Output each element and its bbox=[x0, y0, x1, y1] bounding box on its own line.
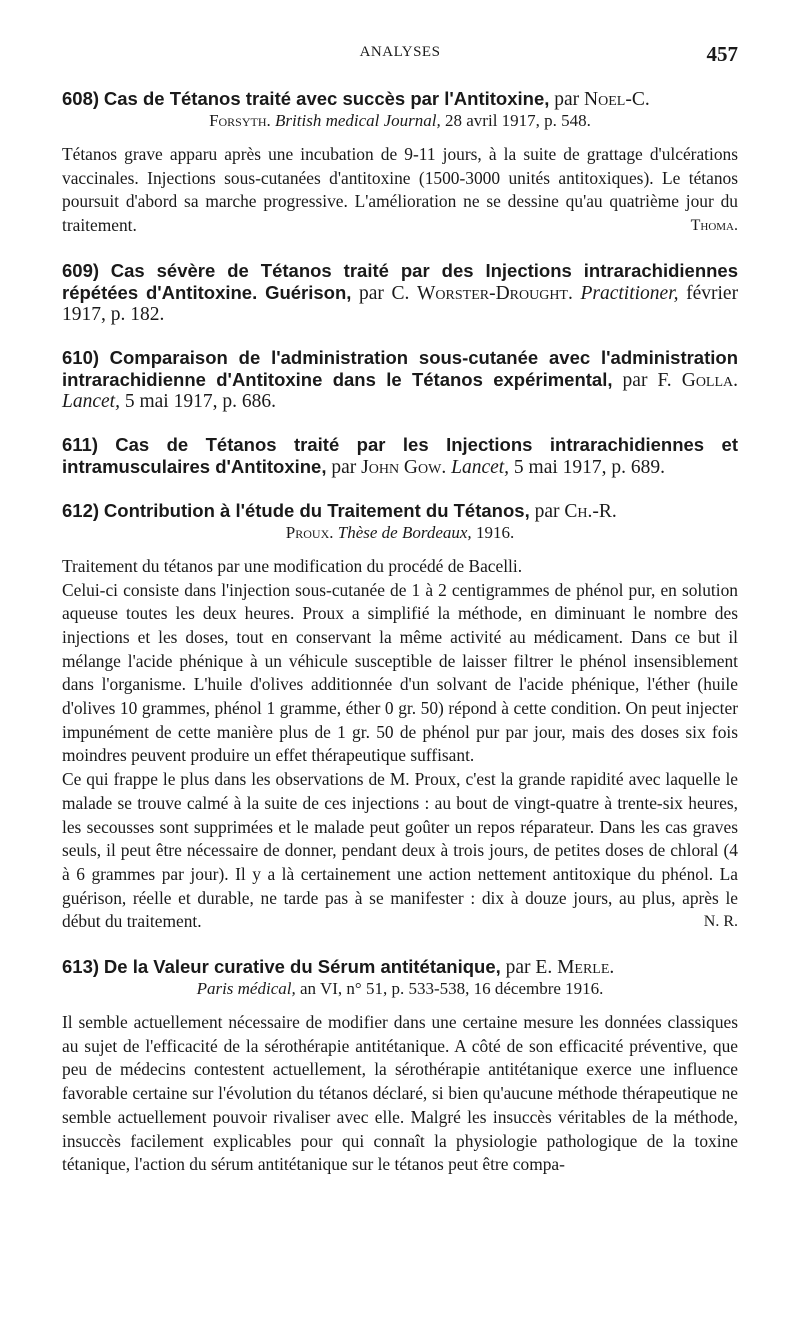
entry-by: par C. bbox=[359, 282, 410, 304]
entry-author: Forsyth. bbox=[209, 111, 271, 130]
journal-name: Lancet, bbox=[451, 456, 510, 478]
entry-heading bbox=[62, 347, 738, 412]
entry-author: Golla. bbox=[681, 369, 739, 391]
citation-details: 5 mai 1917, p. 686. bbox=[124, 390, 276, 412]
entry-author: Ch.-R. bbox=[564, 500, 617, 522]
entry-612 bbox=[62, 500, 738, 934]
article-body bbox=[62, 88, 738, 1177]
entry-610 bbox=[62, 347, 738, 412]
entry-609 bbox=[62, 260, 738, 325]
journal-name: Paris médical, bbox=[196, 979, 296, 999]
citation-details: 28 avril 1917, p. 548. bbox=[445, 111, 591, 130]
entry-by: par F. bbox=[622, 369, 672, 391]
abstract-paragraph bbox=[62, 143, 738, 238]
abstract-text: Ce qui frappe le plus dans les observations de M. Proux, c'est la grande rapidité avec laquelle le malade se trouve calmé à la suite de ces injections : au bout de vingt-quatre à trente-six heures, les secousses sont supprimées et le malade peut goûter un repos réparateur. Dans les cas graves seuls, il peut être nécessaire de donner, pendant deux à trois jours, de petites doses de chloral (4 à 6 grammes par jour). Il y a là certainement une action nettement antitoxique du phénol. La guérison, réelle et durable, ne tarde pas à se manifester : dix à douze jours, au plus, après le début du traitement. bbox=[62, 769, 738, 932]
citation-details: an VI, n° 51, p. 533-538, 16 décembre 1916. bbox=[299, 979, 604, 999]
abstract-paragraph: Celui-ci consiste dans l'injection sous-cutanée de 1 à 2 centigrammes de phénol pur, en solution aqueuse toutes les deux heures. Proux a simplifié la méthode, en diminuant le nombre des injections et les doses, tout en conservant la même activité au médicament. Dans ce but il mélange l'acide phénique à un véhicule susceptible de laisser filtrer le phénol insensiblement dans l'organisme. L'huile d'olives additionnée d'un solvant de l'acide phénique, l'éther (huile d'olives 10 grammes, phénol 1 gramme, éther 0 gr. 50) répond à cette condition. On peut injecter impunément de cette manière plus de 1 gr. 50 de phénol pur par jour, mais des doses six fois moindres peuvent produire un effet thérapeutique suffisant. bbox=[62, 579, 738, 766]
entry-title: Comparaison de l'administration sous-cutanée avec l'administration intrarachidienne d'Antitoxine dans le Tétanos expérimental, bbox=[62, 346, 738, 390]
abstract-paragraph: Il semble actuellement nécessaire de modifier dans une certaine mesure les données classiques au sujet de l'efficacité de la sérothérapie antitétanique. A côté de son efficacité préventive, que peu de médecins contestent actuellement, la sérothérapie antitétanique exerce une influence favorable certaine sur l'évolution du tétanos déclaré, si bien qu'aucune méthode thérapeutique ne semble actuellement pouvoir rivaliser avec elle. Malgré les insuccès véritables de la méthode, insuccès facilement explicables pour qui connaît la physiologie pathologique de la toxine tétanique, l'action du sérum antitétanique sur le tétanos peut être compa- bbox=[62, 1012, 738, 1175]
page-number: 457 bbox=[706, 42, 738, 66]
citation-details: février 1917, p. 182. bbox=[62, 282, 739, 325]
entry-citation bbox=[62, 522, 738, 543]
journal-name: British medical Journal, bbox=[275, 111, 441, 130]
entry-608 bbox=[62, 88, 738, 238]
entry-number: 613) bbox=[62, 956, 100, 978]
entry-611 bbox=[62, 434, 738, 478]
entry-number: 609) bbox=[62, 259, 100, 281]
entry-by: par E. bbox=[505, 957, 553, 979]
journal-name: Practitioner, bbox=[580, 282, 679, 304]
entry-heading bbox=[62, 956, 738, 978]
entry-heading bbox=[62, 500, 738, 522]
entry-title: Contribution à l'étude du Traitement du Tétanos, bbox=[103, 499, 530, 521]
entry-author: Worster-Drought. bbox=[417, 282, 573, 304]
running-head: ANALYSES bbox=[359, 44, 441, 60]
entry-title: Cas de Tétanos traité avec succès par l'Antitoxine, bbox=[103, 88, 550, 109]
entry-citation bbox=[62, 110, 738, 131]
entry-title: Cas sévère de Tétanos traité par des Injections intrarachidiennes répétées d'Antitoxine. Guérison, bbox=[62, 259, 739, 303]
entry-by: par bbox=[331, 456, 357, 478]
entry-by: par bbox=[534, 500, 560, 522]
entry-number: 611) bbox=[62, 433, 99, 455]
citation-details: 5 mai 1917, p. 689. bbox=[513, 456, 666, 478]
entry-author: Proux. bbox=[285, 522, 334, 542]
entry-title: De la Valeur curative du Sérum antitétanique, bbox=[103, 956, 501, 978]
citation-details: 1916. bbox=[475, 522, 515, 542]
entry-author: Merle. bbox=[557, 957, 615, 979]
journal-name: Lancet, bbox=[62, 390, 120, 412]
entry-heading bbox=[62, 88, 738, 110]
abstract-paragraph bbox=[62, 768, 738, 934]
reviewer-signature: Thoma. bbox=[690, 217, 738, 235]
entry-heading bbox=[62, 434, 738, 478]
entry-number: 608) bbox=[62, 88, 100, 109]
page-header bbox=[62, 44, 738, 68]
entry-author: John Gow. bbox=[361, 456, 447, 478]
entry-by: par bbox=[554, 89, 580, 110]
entry-author: Noel-C. bbox=[584, 89, 650, 110]
journal-name: Thèse de Bordeaux, bbox=[337, 522, 472, 542]
abstract-text: Tétanos grave apparu après une incubation de 9-11 jours, à la suite de grattage d'ulcérations vaccinales. Injections sous-cutanées d'antitoxine (1500-3000 unités antitoxiques). Le tétanos poursuit d'abord sa marche progressive. L'amélioration ne se dessine qu'au quatrième jour du traitement. bbox=[62, 144, 738, 236]
abstract-paragraph: Traitement du tétanos par une modification du procédé de Bacelli. bbox=[62, 555, 523, 576]
reviewer-signature: N. R. bbox=[703, 913, 738, 931]
entry-number: 612) bbox=[62, 499, 100, 521]
entry-number: 610) bbox=[62, 346, 100, 368]
entry-citation bbox=[62, 978, 738, 999]
entry-title: Cas de Tétanos traité par les Injections intrarachidiennes et intramusculaires d'Antitoxine, bbox=[62, 433, 738, 477]
entry-heading bbox=[62, 260, 738, 325]
entry-613 bbox=[62, 956, 738, 1177]
